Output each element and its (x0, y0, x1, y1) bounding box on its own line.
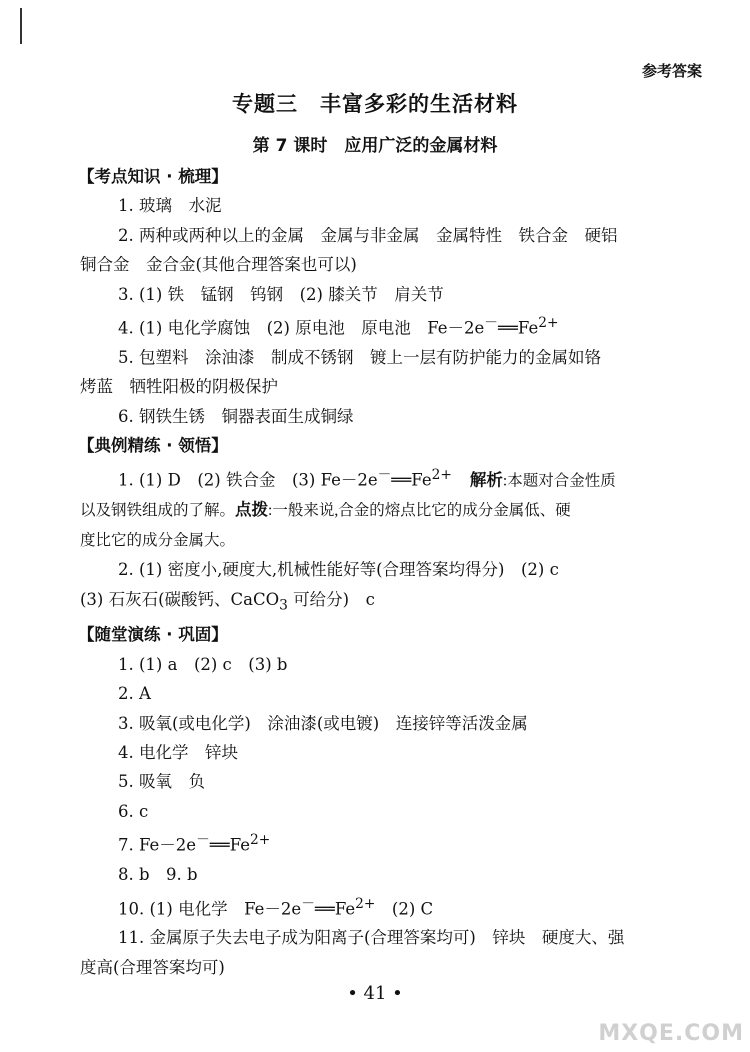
margin-line (20, 8, 22, 44)
answer-line: 3. (1) 铁 锰钢 钨钢 (2) 膝关节 肩关节 (118, 284, 444, 304)
answer-line: 2. (1) 密度小,硬度大,机械性能好等(合理答案均得分) (2) c (118, 560, 559, 580)
answer-line: 2. A (118, 684, 151, 704)
answer-line: 1. (1) a (2) c (3) b (118, 654, 288, 674)
answer-line: 5. 包塑料 涂油漆 制成不锈钢 镀上一层有防护能力的金属如铬 (118, 347, 601, 367)
answer-line: 11. 金属原子失去电子成为阳离子(合理答案均可) 锌块 硬度大、强 (118, 928, 625, 948)
answer-line: 以及钢铁组成的了解。点拨:一般来说,合金的熔点比它的成分金属低、硬 (80, 500, 571, 520)
answer-line: 6. 钢铁生锈 铜器表面生成铜绿 (118, 406, 354, 426)
answer-line: 8. b 9. b (118, 865, 198, 885)
lesson-subtitle: 第 7 课时 应用广泛的金属材料 (252, 136, 498, 156)
analysis-label: 解析 (469, 470, 503, 490)
answer-line: 1. (1) D (2) 铁合金 (3) $Fe-2e^-══Fe^{2+}$ 解析:本题对合金性质 (118, 466, 616, 490)
answer-line: 度比它的成分金属大。 (80, 531, 236, 549)
answer-line: 铜合金 金合金(其他合理答案也可以) (80, 255, 357, 275)
answer-body (80, 162, 680, 982)
answer-line: 度高(合理答案均可) (80, 957, 225, 977)
answer-line: 4. (1) 电化学腐蚀 (2) 原电池 原电池 $Fe-2e^-══Fe^{2+}$ (118, 315, 559, 338)
tip-label: 点拨 (235, 500, 269, 520)
answer-line: 4. 电化学 锌块 (118, 743, 238, 763)
answer-line: (3) 石灰石(碳酸钙、CaCO$_3$ 可给分) c (80, 589, 375, 613)
answer-line: 3. 吸氧(或电化学) 涂油漆(或电镀) 连接锌等活泼金属 (118, 713, 528, 733)
page-number: • 41 • (347, 983, 403, 1004)
answer-line: 1. 玻璃 水泥 (118, 196, 222, 216)
answer-line: 5. 吸氧 负 (118, 772, 205, 792)
section-heading-practice: 【随堂演练 · 巩固】 (78, 625, 228, 645)
section-heading-knowledge: 【考点知识 · 梳理】 (78, 167, 228, 186)
page-title: 专题三 丰富多彩的生活材料 (232, 92, 518, 116)
header-label: 参考答案 (641, 62, 702, 80)
section-heading-examples: 【典例精练 · 领悟】 (78, 436, 228, 456)
answer-line: 10. (1) 电化学 $Fe-2e^-══Fe^{2+}$ (2) C (118, 895, 434, 919)
watermark-logo: MXQE.COM (598, 1021, 744, 1046)
answer-line: 烤蓝 牺牲阳极的阴极保护 (80, 377, 278, 397)
answer-line: 2. 两种或两种以上的金属 金属与非金属 金属特性 铁合金 硬铝 (118, 225, 618, 245)
answer-line: 7. $Fe-2e^-══Fe^{2+}$ (118, 832, 271, 855)
answer-line: 6. c (118, 801, 149, 821)
